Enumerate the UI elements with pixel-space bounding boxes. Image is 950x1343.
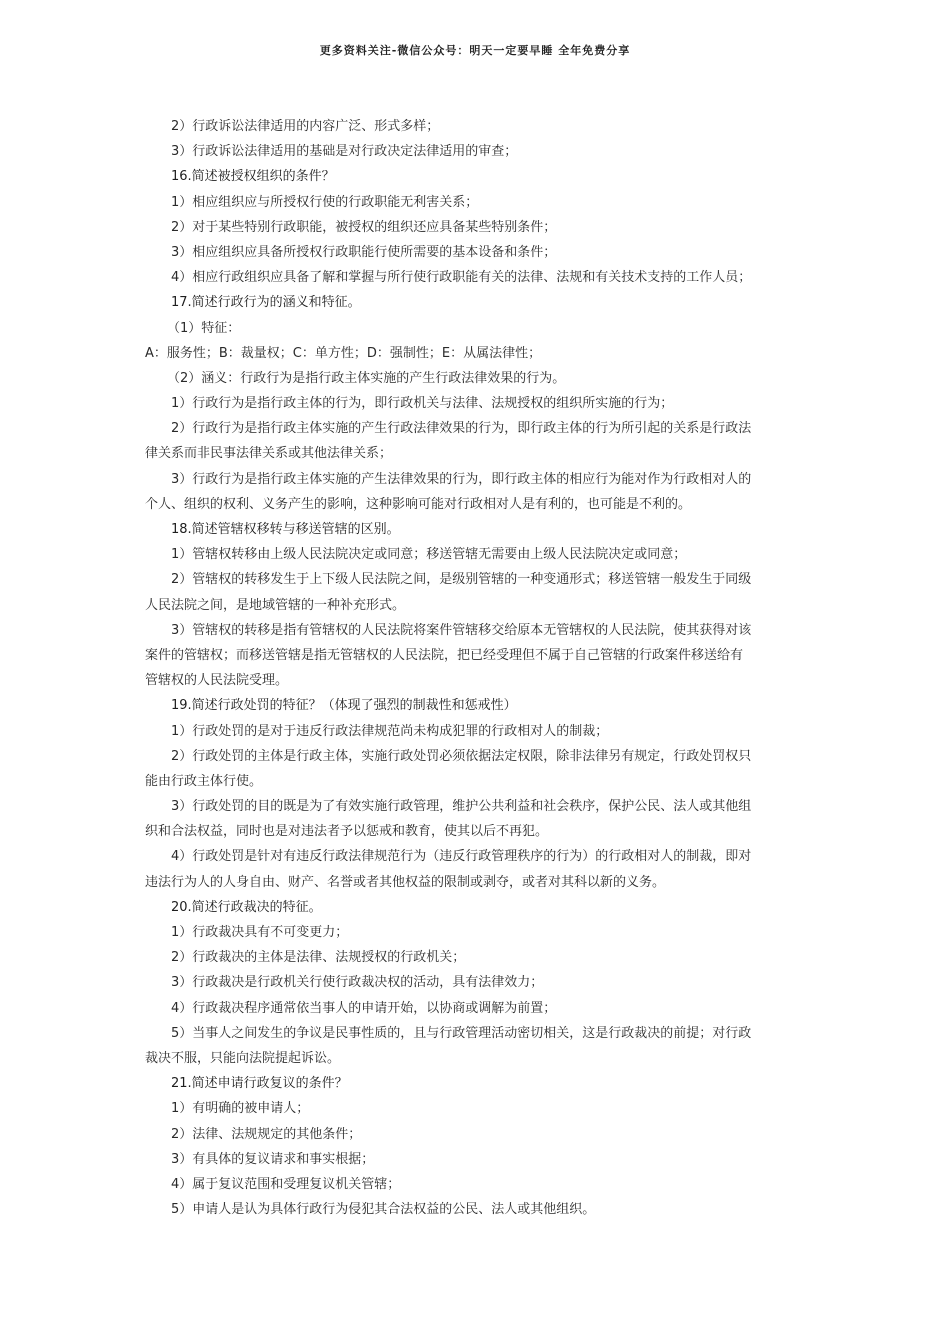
text-line: 3）相应组织应具备所授权行政职能行使所需要的基本设备和条件； xyxy=(171,244,557,260)
text-line: 2）法律、法规规定的其他条件； xyxy=(171,1126,362,1142)
text-line: A：服务性；B：裁量权；C：单方性；D：强制性；E：从属法律性； xyxy=(145,345,542,361)
text-line: 能由行政主体行使。 xyxy=(145,773,263,789)
text-line: 违法行为人的人身自由、财产、名誉或者其他权益的限制或剥夺，或者对其科以新的义务。 xyxy=(145,874,666,890)
text-line: 5）当事人之间发生的争议是民事性质的，且与行政管理活动密切相关，这是行政裁决的前提；对行政 xyxy=(171,1025,752,1041)
text-line: 5）申请人是认为具体行政行为侵犯其合法权益的公民、法人或其他组织。 xyxy=(171,1202,596,1218)
text-line: （1）特征： xyxy=(167,320,241,336)
text-line: 4）相应行政组织应具备了解和掌握与所行使行政职能有关的法律、法规和有关技术支持的工作人员； xyxy=(171,270,752,286)
text-line: 3）行政裁决是行政机关行使行政裁决权的活动，具有法律效力； xyxy=(171,975,544,991)
question-heading: 20.简述行政裁决的特征。 xyxy=(171,899,322,915)
document-body xyxy=(145,114,813,1222)
text-line: 1）管辖权转移由上级人民法院决定或同意；移送管辖无需要由上级人民法院决定或同意； xyxy=(171,547,687,563)
text-line: 2）行政行为是指行政主体实施的产生行政法律效果的行为，即行政主体的行为所引起的关系是行政法 xyxy=(171,421,752,437)
text-line: 案件的管辖权；而移送管辖是指无管辖权的人民法院，把已经受理但不属于自己管辖的行政案件移送给有 xyxy=(145,647,744,663)
text-line: 3）行政行为是指行政主体实施的产生法律效果的行为，即行政主体的相应行为能对作为行政相对人的 xyxy=(171,471,752,487)
text-line: 1）行政处罚的是对于违反行政法律规范尚未构成犯罪的行政相对人的制裁； xyxy=(171,723,609,739)
text-line: 4）属于复议范围和受理复议机关管辖； xyxy=(171,1176,401,1192)
text-line: 1）行政行为是指行政主体的行为，即行政机关与法律、法规授权的组织所实施的行为； xyxy=(171,396,674,412)
question-heading: 19.简述行政处罚的特征？（体现了强烈的制裁性和惩戒性） xyxy=(171,698,517,714)
text-line: 1）行政裁决具有不可变更力； xyxy=(171,925,349,940)
text-line: 2）行政裁决的主体是法律、法规授权的行政机关； xyxy=(171,950,466,966)
text-line: 2）行政处罚的主体是行政主体，实施行政处罚必须依据法定权限，除非法律另有规定，行政处罚权只 xyxy=(171,748,752,764)
text-line: 律关系而非民事法律关系或其他法律关系； xyxy=(145,446,393,462)
text-line: 3）行政诉讼法律适用的基础是对行政决定法律适用的审查； xyxy=(171,144,518,160)
text-line: 裁决不服，只能向法院提起诉讼。 xyxy=(145,1050,341,1066)
text-line: 1）相应组织应与所授权行使的行政职能无利害关系； xyxy=(171,194,479,210)
text-line: 4）行政处罚是针对有违反行政法律规范行为（违反行政管理秩序的行为）的行政相对人的制裁，即对 xyxy=(171,849,752,865)
text-line: 人民法院之间，是地域管辖的一种补充形式。 xyxy=(145,597,406,613)
page-header: 更多资料关注-微信公众号：明天一定要早睡 全年免费分享 xyxy=(319,44,631,57)
text-line: 2）对于某些特别行政职能，被授权的组织还应具备某些特别条件； xyxy=(171,219,557,235)
text-line: 3）有具体的复议请求和事实根据； xyxy=(171,1151,375,1167)
question-heading: 18.简述管辖权移转与移送管辖的区别。 xyxy=(171,522,400,537)
text-line: 2）行政诉讼法律适用的内容广泛、形式多样； xyxy=(171,119,440,134)
text-line: 4）行政裁决程序通常依当事人的申请开始，以协商或调解为前置； xyxy=(171,1000,557,1016)
text-line: （2）涵义：行政行为是指行政主体实施的产生行政法律效果的行为。 xyxy=(167,370,566,386)
question-heading: 21.简述申请行政复议的条件？ xyxy=(171,1076,348,1092)
text-line: 个人、组织的权利、义务产生的影响，这种影响可能对行政相对人是有利的，也可能是不利的。 xyxy=(145,496,692,512)
text-line: 1）有明确的被申请人； xyxy=(171,1101,310,1117)
text-line: 3）管辖权的转移是指有管辖权的人民法院将案件管辖移交给原本无管辖权的人民法院，使其获得对该 xyxy=(171,622,752,638)
text-line: 管辖权的人民法院受理。 xyxy=(145,673,289,689)
text-line: 织和合法权益，同时也是对违法者予以惩戒和教育，使其以后不再犯。 xyxy=(145,824,549,840)
text-line: 2）管辖权的转移发生于上下级人民法院之间，是级别管辖的一种变通形式；移送管辖一般发生于同级 xyxy=(171,572,752,588)
text-line: 3）行政处罚的目的既是为了有效实施行政管理，维护公共利益和社会秩序，保护公民、法人或其他组 xyxy=(171,799,752,815)
question-heading: 16.简述被授权组织的条件？ xyxy=(171,169,335,185)
question-heading: 17.简述行政行为的涵义和特征。 xyxy=(171,295,361,311)
